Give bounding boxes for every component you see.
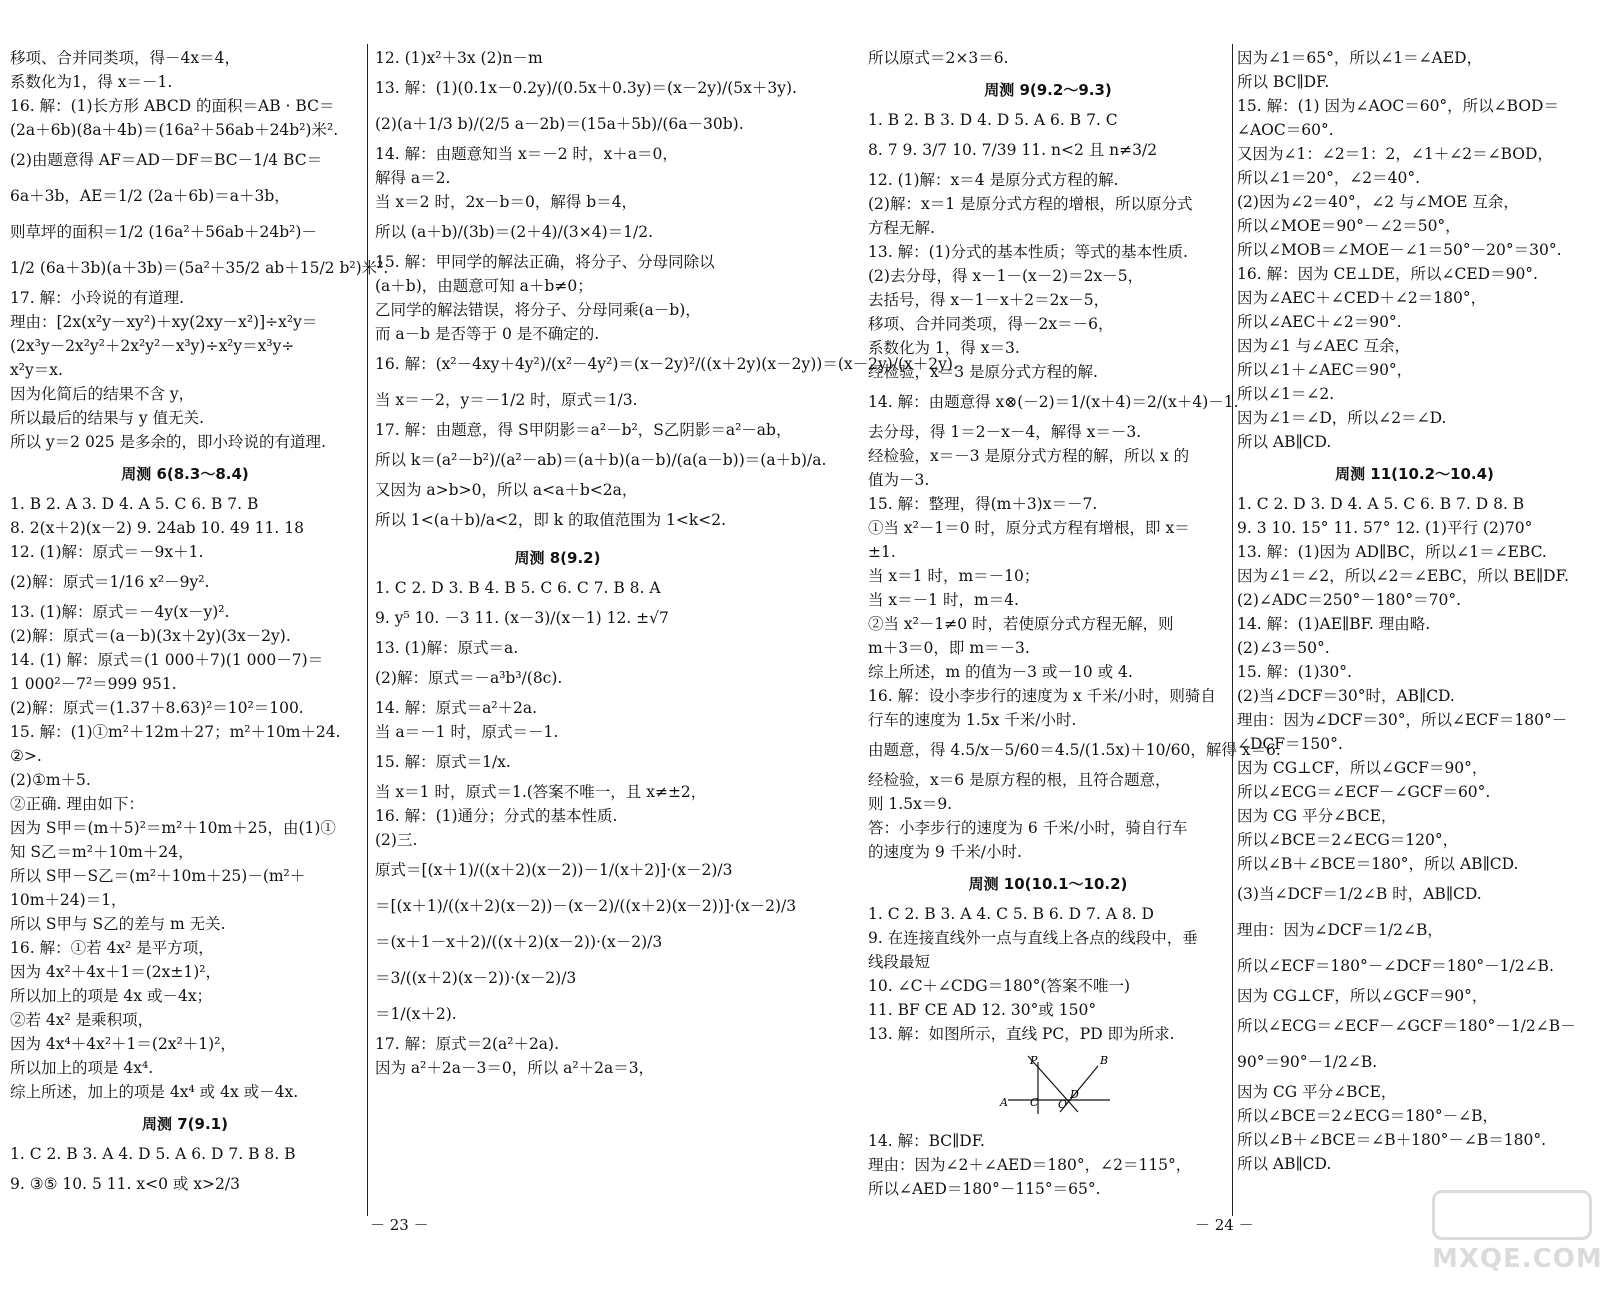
answer-line: 所以原式＝2×3＝6. <box>868 49 1009 67</box>
answer-line: 14. 解：由题意知当 x＝－2 时，x＋a＝0， <box>375 145 678 163</box>
watermark-text: MXQE.COM <box>1432 1244 1603 1274</box>
answer-line: (2)三. <box>375 831 418 849</box>
answer-line: (2)①m＋5. <box>10 771 91 789</box>
answer-line: 而 a－b 是否等于 0 是不确定的. <box>375 325 600 343</box>
answer-line: 因为 4x²＋4x＋1＝(2x±1)²， <box>10 963 221 981</box>
answer-line: (2)∠3＝50°. <box>1237 639 1330 657</box>
answer-line: 所以 AB∥CD. <box>1237 1155 1332 1173</box>
answer-line: (2)由题意得 AF＝AD－DF＝BC－1/4 BC＝ <box>10 151 323 169</box>
answer-line: 9. y⁵ 10. －3 11. (x－3)/(x－1) 12. ±√7 <box>375 609 669 627</box>
answer-line: 理由：因为∠DCF＝30°，所以∠ECF＝180°－ <box>1237 711 1568 729</box>
answer-line: 16. 解：(1)通分；分式的基本性质. <box>375 807 618 825</box>
answer-line: 所以 BC∥DF. <box>1237 73 1330 91</box>
answer-line: 所以∠AED＝180°－115°＝65°. <box>868 1180 1101 1198</box>
figure-label-0: P <box>1030 1054 1038 1067</box>
column-divider-left <box>367 44 368 1216</box>
answer-line: 移项、合并同类项，得－2x＝－6， <box>868 315 1114 333</box>
answer-line: 因为∠AEC＋∠CED＋∠2＝180°， <box>1237 289 1487 307</box>
answer-line: 所以∠ECF＝180°－∠DCF＝180°－1/2∠B. <box>1237 957 1554 975</box>
answer-line: 经检验，x＝6 是原方程的根，且符合题意， <box>868 771 1171 789</box>
figure-label-3: C <box>1030 1096 1039 1109</box>
answer-line: 因为 CG⊥CF，所以∠GCF＝90°， <box>1237 987 1488 1005</box>
answer-line: 90°＝90°－1/2∠B. <box>1237 1053 1378 1071</box>
answer-line: 当 x＝－2，y＝－1/2 时，原式＝1/3. <box>375 391 638 409</box>
answer-line: 所以 1<(a＋b)/a<2，即 k 的取值范围为 1<k<2. <box>375 511 727 529</box>
answer-line: 知 S乙＝m²＋10m＋24， <box>10 843 194 861</box>
section-heading: 周测 7(9.1) <box>142 1115 228 1133</box>
answer-line: 17. 解：小玲说的有道理. <box>10 289 185 307</box>
answer-line: (3)当∠DCF＝1/2∠B 时，AB∥CD. <box>1237 885 1482 903</box>
answer-line: 解得 a＝2. <box>375 169 451 187</box>
column-4 <box>1237 46 1592 1176</box>
column-3 <box>868 46 1281 1201</box>
answer-line: 的速度为 9 千米/小时. <box>868 843 1022 861</box>
section-heading: 周测 8(9.2) <box>514 549 601 567</box>
column-1 <box>10 46 389 1202</box>
answer-line: 值为－3. <box>868 471 930 489</box>
answer-line: 16. 解：①若 4x² 是平方项， <box>10 939 214 957</box>
answer-line: 因为化简后的结果不含 y， <box>10 385 195 403</box>
answer-line: 16. 解：(x²－4xy＋4y²)/(x²－4y²)＝(x－2y)²/((x＋2y)(x－2y))＝(x－2y)/(x＋2y). <box>375 355 958 373</box>
answer-line: 12. (1)解：x＝4 是原分式方程的解. <box>868 171 1119 189</box>
answer-line: 当 x＝1 时，原式＝1.(答案不唯一，且 x≠±2， <box>375 783 707 801</box>
answer-line: 所以∠1＋∠AEC＝90°， <box>1237 361 1413 379</box>
answer-line: 1. C 2. B 3. A 4. D 5. A 6. D 7. B 8. B <box>10 1145 296 1163</box>
figure-label-2: A <box>1000 1096 1008 1109</box>
answer-line: 所以 (a＋b)/(3b)＝(2＋4)/(3×4)＝1/2. <box>375 223 654 241</box>
answer-line: 16. 解：因为 CE⊥DE，所以∠CED＝90°. <box>1237 265 1538 283</box>
watermark-logo <box>1432 1190 1603 1280</box>
answer-line: 则草坪的面积＝1/2 (16a²＋56ab＋24b²)－ <box>10 223 317 241</box>
answer-line: 1. C 2. B 3. A 4. C 5. B 6. D 7. A 8. D <box>868 905 1154 923</box>
answer-line: 15. 解：(1) 因为∠AOC＝60°，所以∠BOD＝ <box>1237 97 1559 115</box>
answer-line: 13. (1)解：原式＝a. <box>375 639 519 657</box>
answer-line: 方程无解. <box>868 219 935 237</box>
answer-line: ∠DCF＝150°. <box>1237 735 1343 753</box>
answer-line: 因为 S甲＝(m＋5)²＝m²＋10m＋25，由(1)① <box>10 819 336 837</box>
answer-line: (2a＋6b)(8a＋4b)＝(16a²＋56ab＋24b²)米². <box>10 121 339 139</box>
answer-line: 13. (1)解：原式＝－4y(x－y)². <box>10 603 230 621</box>
answer-line: 1. B 2. B 3. D 4. D 5. A 6. B 7. C <box>868 111 1118 129</box>
section-heading: 周测 11(10.2～10.4) <box>1335 465 1494 483</box>
answer-line: 9. 在连接直线外一点与直线上各点的线段中，垂 <box>868 929 1198 947</box>
answer-line: 所以加上的项是 4x 或－4x； <box>10 987 213 1005</box>
answer-line: 由题意，得 4.5/x－5/60＝4.5/(1.5x)＋10/60，解得 x＝6. <box>868 741 1281 759</box>
answer-line: 10m＋24)＝1， <box>10 891 127 909</box>
answer-line: 答：小李步行的速度为 6 千米/小时，骑自行车 <box>868 819 1188 837</box>
answer-line: 经检验，x＝－3 是原分式方程的解，所以 x 的 <box>868 447 1190 465</box>
answer-line: 8. 2(x＋2)(x－2) 9. 24ab 10. 49 11. 18 <box>10 519 304 537</box>
answer-line: ＝1/(x＋2). <box>375 1005 457 1023</box>
answer-line: (2)解：x＝1 是原分式方程的增根，所以原分式 <box>868 195 1193 213</box>
answer-line: 14. (1) 解：原式＝(1 000＋7)(1 000－7)＝ <box>10 651 324 669</box>
watermark-badge-icon <box>1432 1190 1592 1240</box>
answer-line: 17. 解：由题意，得 S甲阴影＝a²－b²，S乙阴影＝a²－ab， <box>375 421 792 439</box>
column-divider-right <box>1232 44 1233 1216</box>
answer-line: 因为 CG 平分∠BCE， <box>1237 1083 1397 1101</box>
answer-line: 所以∠AEC＋∠2＝90°. <box>1237 313 1402 331</box>
answer-line: 所以 S甲与 S乙的差与 m 无关. <box>10 915 226 933</box>
section-heading: 周测 10(10.1～10.2) <box>968 875 1128 893</box>
answer-line: 当 x＝－1 时，m＝4. <box>868 591 1019 609</box>
answer-line: 1 000²－7²＝999 951. <box>10 675 177 693</box>
answer-line: (2)解：原式＝(a－b)(3x＋2y)(3x－2y). <box>10 627 291 645</box>
answer-line: x²y＝x. <box>10 361 63 379</box>
answer-line: ②>. <box>10 747 42 765</box>
answer-line: (2)因为∠2＝40°，∠2 与∠MOE 互余， <box>1237 193 1519 211</box>
answer-line: 去括号，得 x－1－x＋2＝2x－5， <box>868 291 1110 309</box>
answer-line: (a＋b)，由题意可知 a＋b≠0； <box>375 277 593 295</box>
answer-line: 11. BF CE AD 12. 30°或 150° <box>868 1001 1097 1019</box>
answer-line: 去分母，得 1＝2－x－4，解得 x＝－3. <box>868 423 1142 441</box>
answer-line: 所以 k＝(a²－b²)/(a²－ab)＝(a＋b)(a－b)/(a(a－b))＝(a＋b)/a. <box>375 451 827 469</box>
answer-line: 系数化为1，得 x＝－1. <box>10 73 173 91</box>
answer-line: 15. 解：(1)30°. <box>1237 663 1352 681</box>
answer-line: 6a＋3b，AE＝1/2 (2a＋6b)＝a＋3b， <box>10 187 290 205</box>
answer-line: 14. 解：原式＝a²＋2a. <box>375 699 538 717</box>
answer-line: 14. 解：BC∥DF. <box>868 1132 985 1150</box>
answer-line: 8. 7 9. 3/7 10. 7/39 11. n<2 且 n≠3/2 <box>868 141 1158 159</box>
answer-line: 15. 解：整理，得(m＋3)x＝－7. <box>868 495 1098 513</box>
answer-line: 12. (1)解：原式＝－9x＋1. <box>10 543 204 561</box>
answer-line: 1. C 2. D 3. B 4. B 5. C 6. C 7. B 8. A <box>375 579 661 597</box>
answer-line: ②若 4x² 是乘积项， <box>10 1011 154 1029</box>
answer-line: 所以 S甲－S乙＝(m²＋10m＋25)－(m²＋ <box>10 867 306 885</box>
answer-line: 所以∠BCE＝2∠ECG＝120°， <box>1237 831 1459 849</box>
figure-label-4: O <box>1058 1098 1068 1111</box>
answer-line: 又因为 a>b>0，所以 a<a＋b<2a， <box>375 481 638 499</box>
answer-line: 因为∠1＝∠D，所以∠2＝∠D. <box>1237 409 1447 427</box>
answer-line: 13. 解：(1)(0.1x－0.2y)/(0.5x＋0.3y)＝(x－2y)/(5x＋3y). <box>375 79 797 97</box>
answer-line: 15. 解：原式＝1/x. <box>375 753 511 771</box>
answer-line: 所以∠B＋∠BCE＝∠B＋180°－∠B＝180°. <box>1237 1131 1547 1149</box>
answer-line: ②正确. 理由如下： <box>10 795 144 813</box>
answer-line: 所以∠1＝20°，∠2＝40°. <box>1237 169 1421 187</box>
answer-line: 系数化为 1，得 x＝3. <box>868 339 1020 357</box>
answer-line: 10. ∠C＋∠CDG＝180°(答案不唯一) <box>868 977 1131 995</box>
answer-line: (2)解：原式＝－a³b³/(8c). <box>375 669 563 687</box>
answer-line: 15. 解：甲同学的解法正确，将分子、分母同除以 <box>375 253 715 271</box>
page-number-right: － 24 － <box>1195 1216 1254 1234</box>
answer-line: 16. 解：设小李步行的速度为 x 千米/小时，则骑自 <box>868 687 1216 705</box>
answer-line: 因为 CG⊥CF，所以∠GCF＝90°， <box>1237 759 1488 777</box>
answer-line: ＝[(x＋1)/((x＋2)(x－2))－(x－2)/((x＋2)(x－2))]·(x－2)/3 <box>375 897 797 915</box>
answer-line: 综上所述，m 的值为－3 或－10 或 4. <box>868 663 1133 681</box>
answer-line: 因为 CG 平分∠BCE， <box>1237 807 1397 825</box>
answer-line: 理由：因为∠DCF＝1/2∠B， <box>1237 921 1443 939</box>
answer-line: (2)解：原式＝1/16 x²－9y². <box>10 573 210 591</box>
answer-line: 9. 3 10. 15° 11. 57° 12. (1)平行 (2)70° <box>1237 519 1533 537</box>
answer-line: 乙同学的解法错误，将分子、分母同乘(a－b)， <box>375 301 701 319</box>
answer-line: 线段最短 <box>868 953 931 971</box>
answer-line: 行车的速度为 1.5x 千米/小时. <box>868 711 1077 729</box>
answer-line: 14. 解：(1)AE∥BF. 理由略. <box>1237 615 1431 633</box>
answer-line: 所以加上的项是 4x⁴. <box>10 1059 154 1077</box>
answer-line: 所以∠ECG＝∠ECF－∠GCF＝60°. <box>1237 783 1491 801</box>
answer-line: 因为∠1 与∠AEC 互余， <box>1237 337 1411 355</box>
answer-line: (2x³y－2x²y²＋2x²y²－x³y)÷x²y＝x³y÷ <box>10 337 295 355</box>
answer-line: 经检验，x＝3 是原分式方程的解. <box>868 363 1098 381</box>
answer-line: 当 a＝－1 时，原式＝－1. <box>375 723 559 741</box>
answer-line: 13. 解：(1)因为 AD∥BC，所以∠1＝∠EBC. <box>1237 543 1547 561</box>
answer-line: ＝(x＋1－x＋2)/((x＋2)(x－2))·(x－2)/3 <box>375 933 663 951</box>
answer-line: 所以∠MOE＝90°－∠2＝50°， <box>1237 217 1461 235</box>
answer-line: 所以∠BCE＝2∠ECG＝180°－∠B， <box>1237 1107 1498 1125</box>
answer-line: 综上所述，加上的项是 4x⁴ 或 4x 或－4x. <box>10 1083 299 1101</box>
answer-line: 当 x＝1 时，m＝－10； <box>868 567 1040 585</box>
answer-line: 又因为∠1：∠2＝1：2，∠1＋∠2＝∠BOD， <box>1237 145 1553 163</box>
geometry-figure <box>998 1048 1118 1118</box>
answer-line: ②当 x²－1≠0 时，若使原分式方程无解，则 <box>868 615 1174 633</box>
answer-line: 所以∠MOB＝∠MOE－∠1＝50°－20°＝30°. <box>1237 241 1562 259</box>
answer-line: 1. B 2. A 3. D 4. A 5. C 6. B 7. B <box>10 495 259 513</box>
answer-line: (2)∠ADC＝250°－180°＝70°. <box>1237 591 1461 609</box>
answer-line: m＋3＝0，即 m＝－3. <box>868 639 1030 657</box>
answer-line: 因为 4x⁴＋4x²＋1＝(2x²＋1)²， <box>10 1035 236 1053</box>
figure-label-1: B <box>1100 1054 1109 1067</box>
section-heading: 周测 9(9.2～9.3) <box>984 81 1112 99</box>
answer-line: (2)解：原式＝(1.37＋8.63)²＝10²＝100. <box>10 699 304 717</box>
answer-line: 15. 解：(1)①m²＋12m＋27；m²＋10m＋24. <box>10 723 341 741</box>
answer-line: 因为 a²＋2a－3＝0，所以 a²＋2a＝3， <box>375 1059 655 1077</box>
answer-line: 则 1.5x＝9. <box>868 795 953 813</box>
answer-line: 因为∠1＝65°，所以∠1＝∠AED， <box>1237 49 1483 67</box>
answer-line: 12. (1)x²＋3x (2)n－m <box>375 49 543 67</box>
figure-label-5: D <box>1070 1088 1079 1101</box>
answer-line: 16. 解：(1)长方形 ABCD 的面积＝AB · BC＝ <box>10 97 335 115</box>
answer-line: 所以最后的结果与 y 值无关. <box>10 409 205 427</box>
answer-line: ①当 x²－1＝0 时，原分式方程有增根，即 x＝ <box>868 519 1190 537</box>
answer-line: ∠AOC＝60°. <box>1237 121 1334 139</box>
answer-line: 13. 解：如图所示，直线 PC，PD 即为所求. <box>868 1025 1175 1043</box>
answer-line: 移项、合并同类项，得－4x＝4， <box>10 49 240 67</box>
answer-line: (2)当∠DCF＝30°时，AB∥CD. <box>1237 687 1455 705</box>
answer-line: 所以∠ECG＝∠ECF－∠GCF＝180°－1/2∠B－ <box>1237 1017 1576 1035</box>
answer-line: 9. ③⑤ 10. 5 11. x<0 或 x>2/3 <box>10 1175 240 1193</box>
answer-line: 因为∠1＝∠2，所以∠2＝∠EBC，所以 BE∥DF. <box>1237 567 1569 585</box>
answer-line: 所以∠1＝∠2. <box>1237 385 1335 403</box>
page-number-left: － 23 － <box>370 1216 429 1234</box>
answer-line: 所以∠B＋∠BCE＝180°，所以 AB∥CD. <box>1237 855 1519 873</box>
answer-line: ＝3/((x＋2)(x－2))·(x－2)/3 <box>375 969 577 987</box>
answer-line: ±1. <box>868 543 896 561</box>
answer-line: 所以 y＝2 025 是多余的，即小玲说的有道理. <box>10 433 326 451</box>
answer-line: 理由：因为∠2＋∠AED＝180°，∠2＝115°， <box>868 1156 1192 1174</box>
answer-line: 所以 AB∥CD. <box>1237 433 1332 451</box>
answer-line: (2)去分母，得 x－1－(x－2)＝2x－5， <box>868 267 1144 285</box>
answer-line: 当 x＝2 时，2x－b＝0，解得 b＝4， <box>375 193 638 211</box>
answer-line: 1/2 (6a＋3b)(a＋3b)＝(5a²＋35/2 ab＋15/2 b²)米². <box>10 259 389 277</box>
answer-line: 理由：[2x(x²y－xy²)＋xy(2xy－x²)]÷x²y＝ <box>10 313 318 331</box>
answer-line: 原式＝[(x＋1)/((x＋2)(x－2))－1/(x＋2)]·(x－2)/3 <box>375 861 733 879</box>
answer-line: 1. C 2. D 3. D 4. A 5. C 6. B 7. D 8. B <box>1237 495 1525 513</box>
section-heading: 周测 6(8.3～8.4) <box>121 465 249 483</box>
answer-line: 17. 解：原式＝2(a²＋2a). <box>375 1035 560 1053</box>
answer-line: 14. 解：由题意得 x⊗(－2)＝1/(x＋4)＝2/(x＋4)－1. <box>868 393 1239 411</box>
answer-line: 13. 解：(1)分式的基本性质；等式的基本性质. <box>868 243 1188 261</box>
answer-line: (2)(a＋1/3 b)/(2/5 a－2b)＝(15a＋5b)/(6a－30b). <box>375 115 744 133</box>
